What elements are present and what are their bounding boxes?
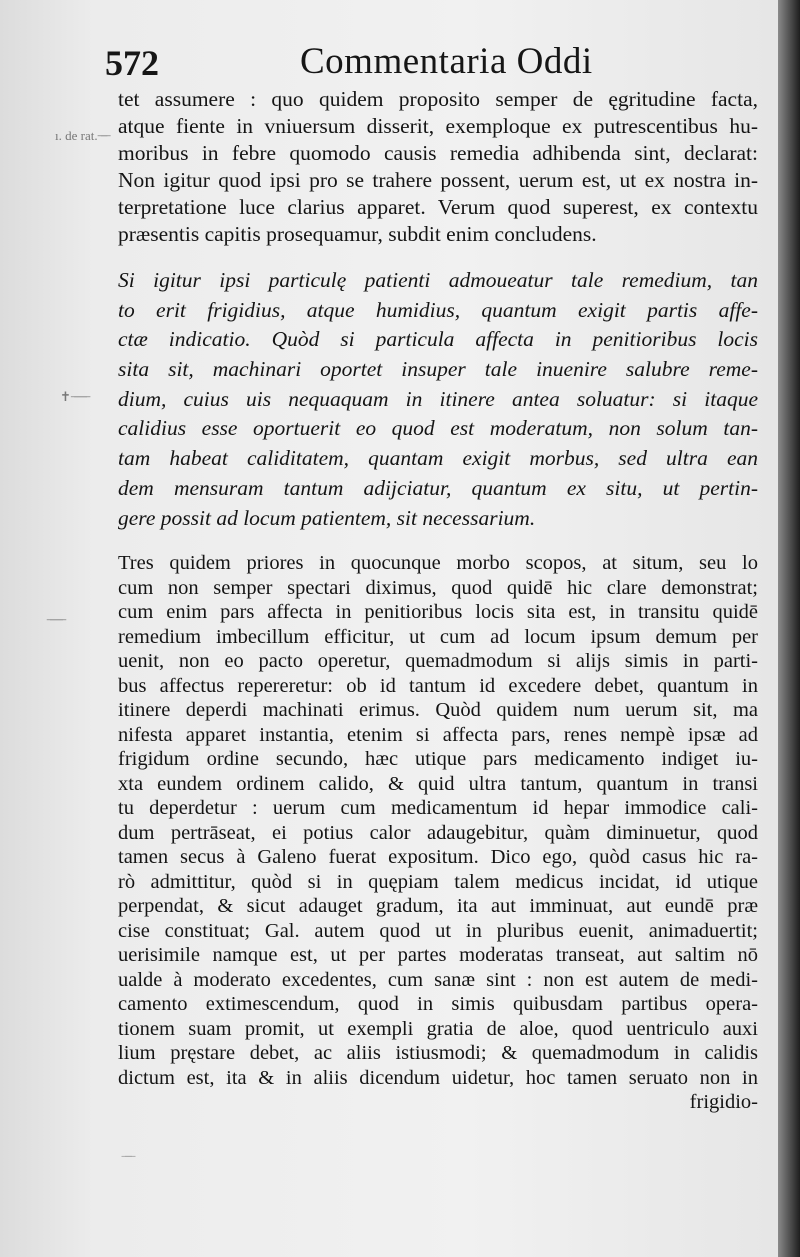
- running-title: Commentaria Oddi: [300, 41, 593, 82]
- text-line: tionem suam promit, ut exempli gratia de aloe, quod uentriculo auxi: [118, 1017, 758, 1040]
- text-line: remedium imbecillum efficitur, ut cum ad locum ipsum demum per: [118, 625, 758, 648]
- text-line: tu deperdetur : uerum cum medicamentum id hepar immodice cali-: [118, 797, 758, 819]
- text-line: uenit, non eo pacto operetur, quemadmodum si alijs simis in parti-: [118, 650, 758, 672]
- page-edge-shadow: [778, 0, 800, 1257]
- text-line: Tres quidem priores in quocunque morbo scopos, at situm, seu lo: [118, 552, 758, 574]
- show-through-margin-note: ✝ ̶ ̶ ̶ ̶ ̶: [60, 389, 88, 404]
- text-line: tet assumere : quo quidem proposito semper de ęgritudine facta,: [118, 87, 758, 111]
- text-line: calidius esse oportuerit eo quod est moderatum, non solum tan-: [118, 416, 758, 441]
- text-line: gere possit ad locum patientem, sit necessarium.: [118, 505, 536, 530]
- text-line: Si igitur ipsi particulę patienti admoueatur tale remedium, tan: [118, 268, 758, 292]
- text-line: atque fiente in vniuersum disserit, exemploque ex putrescentibus hu-: [118, 114, 758, 138]
- text-line: terpretatione luce clarius apparet. Verum quod superest, ex contextu: [118, 195, 758, 219]
- text-line: cise constituat; Gal. autem quod ut in pluribus euenit, animaduertit;: [118, 919, 758, 942]
- page-number: 572: [105, 43, 159, 83]
- text-line: camento extimescendum, quod in simis quibusdam partibus opera-: [118, 993, 758, 1015]
- paragraph-1: [118, 86, 758, 248]
- text-line: ctæ indicatio. Quòd si particula affecta in penitioribus locis: [118, 327, 758, 352]
- text-line: Non igitur quod ipsi pro se trahere possent, uerum est, ut ex nostra in-: [118, 168, 758, 192]
- text-line: moribus in febre quomodo causis remedia adhibenda sint, declarat:: [118, 141, 758, 165]
- text-line: præsentis capitis prosequamur, subdit enim concludens.: [118, 222, 597, 246]
- page-header: [105, 40, 755, 88]
- text-line: to erit frigidius, atque humidius, quantum exigit partis affe-: [118, 297, 758, 322]
- text-line: rò admittitur, quòd si in quępiam talem medicus incidat, id utique: [118, 870, 758, 893]
- text-line: frigidum ordine secundo, hæc utique pars medicamento indiget iu-: [118, 748, 758, 770]
- text-line: dum pertrāseat, ei potius calor adaugebitur, quàm diminuetur, quod: [118, 821, 758, 844]
- text-line: itinere deperdi machinati erimus. Quòd quidem num uerum sit, ma: [118, 699, 758, 721]
- catchword: frigidio-: [689, 1091, 758, 1113]
- text-line: nifesta apparet instantia, etenim si affecta pars, renes nempè ipsæ ad: [118, 723, 758, 746]
- text-line: bus affectus repereretur: ob id tantum id excedere debet, quantum in: [118, 674, 758, 697]
- text-line: sita sit, machinari oportet insuper tale inuenire salubre reme-: [118, 357, 758, 382]
- text-line: uerisimile namque est, ut per partes moderatas transeat, aut saltim nō: [118, 944, 758, 966]
- text-line: perpendat, & sicut adauget gradum, ita aut imminuat, aut eundē præ: [118, 895, 758, 917]
- show-through-margin-note: ı. de rat. ̶ ̶ ̶: [55, 128, 108, 143]
- text-line: lium pręstare debet, ac aliis istiusmodi; & quemadmodum in calidis: [118, 1042, 758, 1064]
- text-line: cum enim pars affecta in penitioribus locis sita est, in transitu quidē: [118, 601, 758, 623]
- text-line: tamen secus à Galeno fuerat expositum. Dico ego, quòd casus hic ra-: [118, 846, 758, 868]
- show-through-margin-note: ̶ ̶ ̶ ̶ ̶: [50, 612, 63, 627]
- text-line: dium, cuius uis nequaquam in itinere antea soluatur: si itaque: [118, 386, 758, 411]
- signature-mark-smudge: ̶ ̶ ̶: [125, 1150, 132, 1165]
- text-line: xta eundem ordinem calido, & quid ultra tantum, quantum in transi: [118, 772, 758, 795]
- paragraph-2-galen-text: [118, 266, 758, 533]
- text-line: cum non semper spectari diximus, quod quidē hic clare demonstrat;: [118, 576, 758, 599]
- text-line: tam habeat caliditatem, quantam exigit morbus, sed ultra ean: [118, 446, 758, 471]
- paragraph-3-commentary: [118, 551, 758, 1115]
- text-line: dem mensuram tantum adijciatur, quantum ex situ, ut pertin-: [118, 475, 758, 500]
- text-line: ualde à moderato excedentes, cum sanæ sint : non est autem de medi-: [118, 968, 758, 991]
- text-line: dictum est, ita & in aliis dicendum uidetur, hoc tamen seruato non in: [118, 1066, 758, 1089]
